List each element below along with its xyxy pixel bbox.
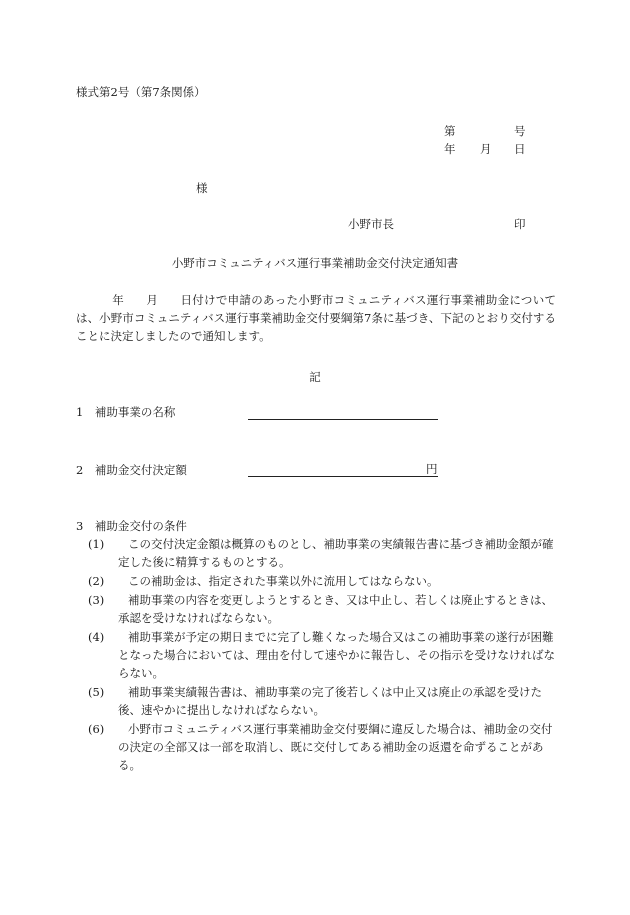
condition-number: (2) bbox=[88, 574, 105, 588]
date-day: 日 bbox=[514, 142, 526, 156]
body-month: 月 bbox=[146, 293, 159, 307]
notice-body bbox=[76, 291, 556, 345]
condition-number: (3) bbox=[88, 593, 105, 607]
addressee-suffix: 様 bbox=[196, 181, 208, 195]
number-prefix: 第 bbox=[444, 124, 456, 138]
condition-item bbox=[88, 535, 558, 571]
condition-text: この補助金は、指定された事業以外に流用してはならない。 bbox=[128, 574, 439, 588]
ki-heading: 記 bbox=[309, 370, 321, 384]
date-month: 月 bbox=[480, 142, 492, 156]
condition-item bbox=[88, 683, 558, 719]
body-text: 日付けで申請のあった小野市コミュニティバス運行事業補助金については、小野市コミュニティバス運行事業補助金交付要綱第7条に基づき、下記のとおり交付することに決定しましたので通知します。 bbox=[76, 293, 557, 343]
item-project-name-label: 1 補助事業の名称 bbox=[76, 405, 176, 419]
body-year: 年 bbox=[112, 293, 125, 307]
condition-text: 補助事業が予定の期日までに完了し難くなった場合又はこの補助事業の遂行が困難となった場合においては、理由を付して速やかに報告し、その指示を受けなければならない。 bbox=[118, 630, 555, 680]
date-year: 年 bbox=[444, 142, 456, 156]
number-suffix: 号 bbox=[514, 124, 526, 138]
yen-unit: 円 bbox=[426, 462, 438, 476]
project-name-blank-line bbox=[248, 419, 438, 420]
grant-amount-blank-line bbox=[248, 476, 438, 477]
conditions-list bbox=[88, 535, 558, 775]
form-number: 様式第2号（第7条関係） bbox=[76, 85, 206, 99]
item-conditions-label: 3 補助金交付の条件 bbox=[76, 519, 187, 533]
condition-item bbox=[88, 628, 558, 682]
condition-item bbox=[88, 572, 558, 590]
condition-text: 補助事業の内容を変更しようとするとき、又は中止し、若しくは廃止するときは、承認を受けなければならない。 bbox=[118, 593, 554, 625]
condition-number: (4) bbox=[88, 630, 105, 644]
document-title: 小野市コミュニティバス運行事業補助金交付決定通知書 bbox=[171, 256, 459, 270]
condition-text: 小野市コミュニティバス運行事業補助金交付要綱に違反した場合は、補助金の交付の決定の全部又は一部を取消し、既に交付してある補助金の返還を命ずることがある。 bbox=[118, 722, 553, 772]
condition-number: (5) bbox=[88, 685, 105, 699]
condition-number: (1) bbox=[88, 537, 105, 551]
condition-text: この交付決定金額は概算のものとし、補助事業の実績報告書に基づき補助金額が確定した後に精算するものとする。 bbox=[118, 537, 554, 569]
item-grant-amount-label: 2 補助金交付決定額 bbox=[76, 463, 187, 477]
issuer: 小野市長 bbox=[348, 217, 394, 231]
condition-item bbox=[88, 591, 558, 627]
condition-text: 補助事業実績報告書は、補助事業の完了後若しくは中止又は廃止の承認を受けた後、速やかに提出しなければならない。 bbox=[118, 685, 542, 717]
seal-mark: 印 bbox=[514, 217, 526, 231]
condition-number: (6) bbox=[88, 722, 105, 736]
condition-item bbox=[88, 720, 558, 774]
